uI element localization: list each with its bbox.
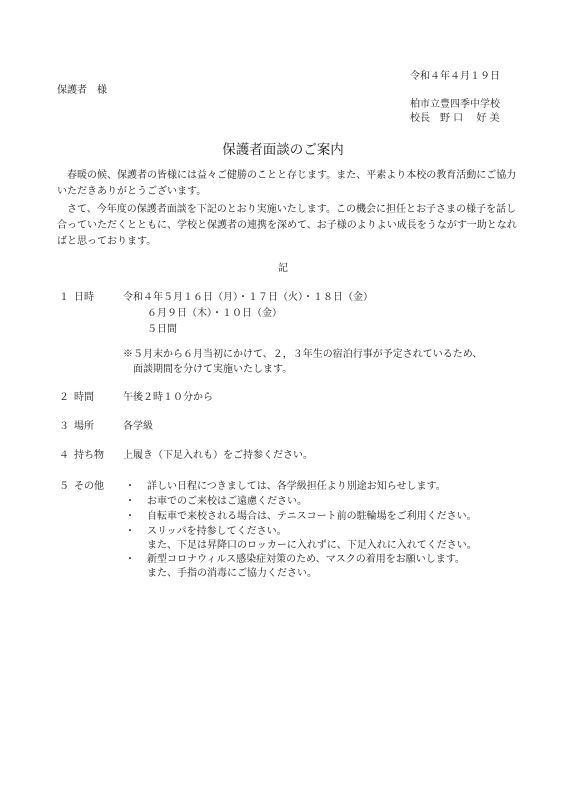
item-4-label: 持ち物 xyxy=(74,450,104,461)
item-5-label: その他 xyxy=(74,481,104,492)
other-line: また、手指の消毒にご協力ください。 xyxy=(147,568,317,579)
belongings-value: 上履き（下足入れも）をご持参ください。 xyxy=(123,450,313,461)
other-bullet-3: ・ xyxy=(125,511,135,522)
dates-line-3: ５日間 xyxy=(147,324,177,335)
document-date: 令和４年４月１９日 xyxy=(410,71,500,82)
dates-note-1: ※５月末から６月当初にかけて、２，３年生の宿泊行事が予定されているため、 xyxy=(123,349,483,360)
other-line: また、下足は昇降口のロッカーに入れずに、下足入れに入れてください。 xyxy=(147,540,477,551)
school-name: 柏市立豊四季中学校 xyxy=(410,99,500,110)
item-2-number: ２ xyxy=(59,392,69,403)
dates-line-1: 令和４年５月１６日（月）・１７日（火）・１８日（金） xyxy=(123,292,373,303)
other-line: 自転車で来校される場合は、テニスコート前の駐輪場をご利用ください。 xyxy=(147,511,477,522)
dates-note-2: 面談期間を分けて実施いたします。 xyxy=(133,364,293,375)
item-5-number: ５ xyxy=(59,481,69,492)
other-line: スリッパを持参してください。 xyxy=(147,526,287,537)
recipient: 保護者 様 xyxy=(57,85,107,96)
greeting-paragraph: 春暖の候、保護者の皆様には益々ご健勝のことと存じます。また、平素より本校の教育活動にご協力いただきありがとうございます。 xyxy=(57,170,517,197)
principal-name: 校長 野 口 好 美 xyxy=(410,113,500,124)
dates-line-2: ６月９日（木）・１０日（金） xyxy=(147,308,282,319)
item-3-label: 場所 xyxy=(74,421,94,432)
other-line: 詳しい日程につきましては、各学級担任より別途お知らせします。 xyxy=(147,481,446,492)
ki-heading: 記 xyxy=(278,263,288,274)
time-value: 午後２時１０分から xyxy=(123,392,213,403)
other-bullet-1: ・ xyxy=(125,481,135,492)
other-bullet-4: ・ xyxy=(125,526,135,537)
other-bullet-5: ・ xyxy=(125,554,135,565)
document-title: 保護者面談のご案内 xyxy=(222,142,344,158)
other-line: 新型コロナウィルス感染症対策のため、マスクの着用をお願いします。 xyxy=(147,554,465,565)
other-line: お車でのご来校はご遠慮ください。 xyxy=(147,496,307,507)
item-1-number: １ xyxy=(59,292,69,303)
other-bullet-2: ・ xyxy=(125,496,135,507)
item-2-label: 時間 xyxy=(74,392,94,403)
item-1-label: 日時 xyxy=(74,292,94,303)
item-3-number: ３ xyxy=(59,421,69,432)
announcement-paragraph: さて、今年度の保護者面談を下記のとおり実施いたします。この機会に担任とお子さまの様子を話し合っていただくとともに、学校と保護者の連携を深めて、お子様のよりよい成長をうながす一助となればと思っております。 xyxy=(57,204,517,247)
item-4-number: ４ xyxy=(59,450,69,461)
place-value: 各学級 xyxy=(123,421,153,432)
